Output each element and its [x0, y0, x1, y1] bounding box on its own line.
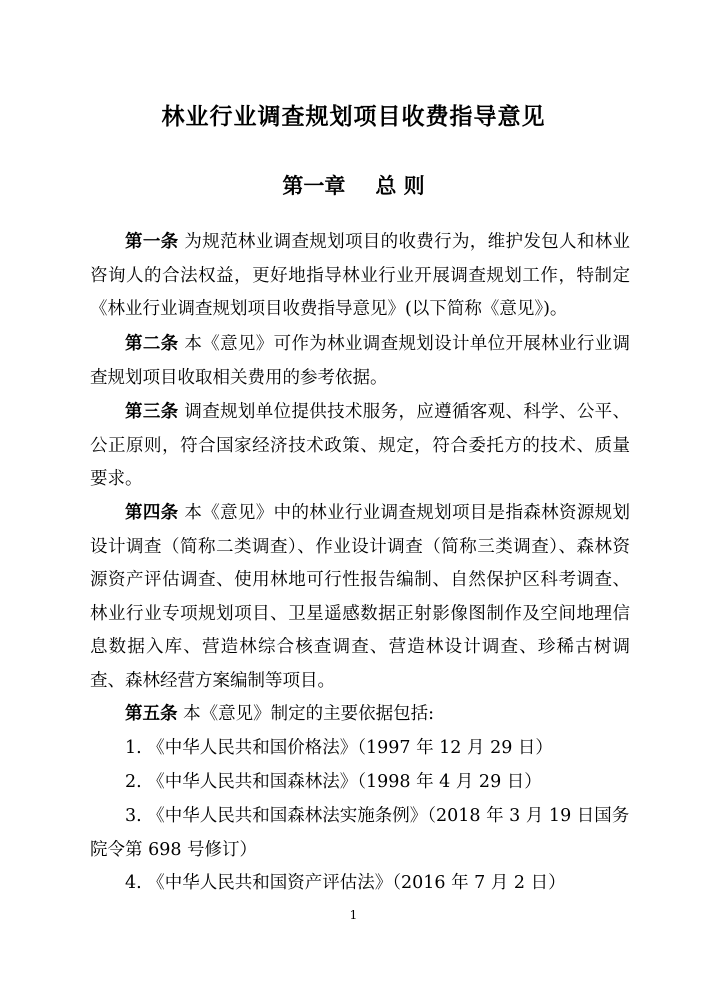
- article-label: 第三条: [125, 402, 179, 422]
- article-5: [90, 698, 630, 732]
- article-text: 本《意见》制定的主要依据包括:: [183, 704, 434, 724]
- article-text: 为规范林业调查规划项目的收费行为，维护发包人和林业咨询人的合法权益，更好地指导林业行业开展调查规划工作，特制定《林业行业调查规划项目收费指导意见》(以下简称《意见》)。: [90, 232, 630, 319]
- article-text: 调查规划单位提供技术服务，应遵循客观、科学、公平、公正原则，符合国家经济技术政策、规定，符合委托方的技术、质量要求。: [90, 402, 630, 489]
- article-label: 第四条: [125, 503, 179, 523]
- article-4: [90, 497, 630, 698]
- basis-item-2: 2. 《中华人民共和国森林法》（1998 年 4 月 29 日）: [125, 772, 542, 792]
- article-2: [90, 328, 630, 395]
- basis-item-1: 1. 《中华人民共和国价格法》（1997 年 12 月 29 日）: [125, 738, 553, 758]
- article-text: 本《意见》可作为林业调查规划设计单位开展林业行业调查规划项目收取相关费用的参考依据。: [90, 334, 630, 388]
- chapter-number: 第一章: [282, 173, 346, 198]
- article-label: 第五条: [125, 704, 178, 724]
- chapter-name: 总 则: [375, 173, 425, 198]
- chapter-heading: [0, 170, 707, 200]
- basis-item-4: 4. 《中华人民共和国资产评估法》（2016 年 7 月 2 日）: [125, 873, 566, 893]
- article-text: 本《意见》中的林业行业调查规划项目是指森林资源规划设计调查（简称二类调查）、作业设计调查（简称三类调查）、森林资源资产评估调查、使用林地可行性报告编制、自然保护区科考调查、林业行业专项规划项目、卫星遥感数据正射影像图制作及空间地理信息数据入库、营造林综合核查调查、营造林设计调查、珍稀古树调查、森林经营方案编制等项目。: [90, 503, 630, 691]
- article-3: [90, 396, 630, 497]
- article-label: 第一条: [125, 232, 179, 252]
- basis-item-3: 3. 《中华人民共和国森林法实施条例》（2018 年 3 月 19 日国务院令第 698 号修订）: [90, 806, 630, 860]
- page-number: 1: [349, 908, 358, 922]
- document-title: 林业行业调查规划项目收费指导意见: [161, 103, 546, 130]
- article-1: [90, 226, 630, 327]
- article-label: 第二条: [125, 334, 179, 354]
